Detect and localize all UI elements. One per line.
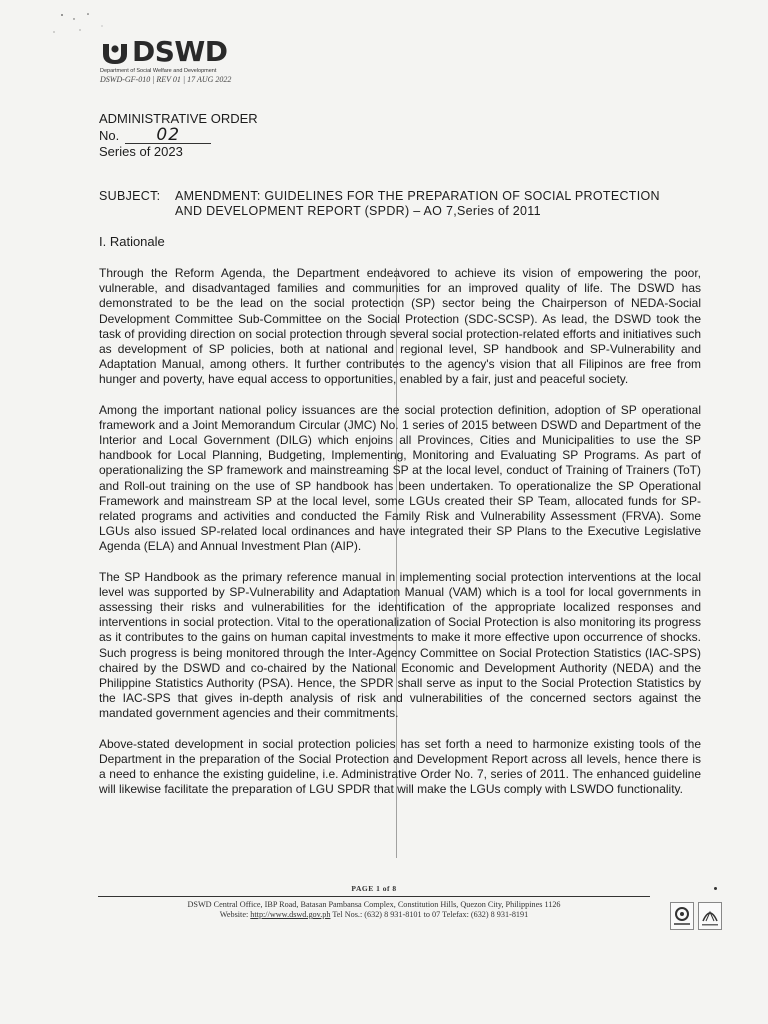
paragraph-3: The SP Handbook as the primary reference manual in implementing social protection interventions at the local level was supported by SP-Vulnerability and Adaptation Manual (VAM) which is a tool for local governments in assessing their risks and vulnerabilities for the identification of the appropriate localized responses and interventions in social protection. Vital to the operationalization of Social Protection is also monitoring its progress as it contributes to the gains on human capital investments to make it more effective upon occurrence of shocks. Such progress is being monitored through the Inter-Agency Committee on Social Protection Statistics (IAC-SPS) chaired by the DSWD and co-chaired by the National Economic and Development Authority (NEDA) and the Philippine Statistics Authority (PSA). Hence, the SPDR shall serve as input to the Social Protection Statistics by the IAC-SPS that gives in-depth analysis of risk and vulnerabilities of the concerned sectors against the mandated government agencies and their commitments. bbox=[99, 569, 701, 721]
footer-address: DSWD Central Office, IBP Road, Batasan Pambansa Complex, Constitution Hills, Quezon City, Philippines 1126 bbox=[187, 900, 561, 909]
rationale-body bbox=[99, 266, 701, 813]
paragraph-2: Among the important national policy issuances are the social protection definition, adoption of SP operational framework and a Joint Memorandum Circular (JMC) No. 1 series of 2015 between DSWD and Department of the Interior and Local Government (DILG) which enjoins all Provinces, Cities and Municipalities to use the SP handbook for Local Planning, Budgeting, Implementing, Monitoring and Evaluating SP Programs. As part of operationalizing the SP framework and mainstreaming SP at the local level, conduct of Training of Trainers (ToT) and Roll-out training on the use of SP handbook has been undertaken. To operationalize the SP Operational Framework and mainstream SP at the local level, some LGUs created their SP Team, allocated funds for SP-related programs and activities and conducted the Family Risk and Vulnerability Assessment (FRVA). Some LGUs also issued SP-related local ordinances and have integrated their SP Plans to the Executive Legislative Agenda (ELA) and Annual Investment Plan (AIP). bbox=[99, 402, 701, 554]
dswd-logo bbox=[100, 35, 300, 84]
footer-divider bbox=[98, 896, 650, 897]
order-number-row bbox=[99, 127, 258, 144]
form-code: DSWD-GF-010 | REV 01 | 17 AUG 2022 bbox=[100, 75, 232, 84]
subject-block bbox=[99, 189, 709, 219]
scan-specks bbox=[40, 10, 120, 40]
order-series: Series of 2023 bbox=[99, 144, 183, 159]
section-heading-rationale: I. Rationale bbox=[99, 234, 165, 249]
certification-logos bbox=[670, 902, 722, 930]
logo-wordmark: DSWD bbox=[132, 35, 228, 68]
order-block bbox=[99, 111, 258, 160]
order-number-label: No. bbox=[99, 128, 120, 143]
accreditation-icon bbox=[698, 902, 722, 930]
paragraph-4: Above-stated development in social protection policies has set forth a need to harmonize existing tools of the Department in the preparation of the Social Protection and Development Report across all levels, hence there is a need to enhance the existing guideline, i.e. Administrative Order No. 7, series of 2011. The enhanced guideline will likewise facilitate the preparation of LGU SPDR that will make the LGUs comply with LSWDO functionality. bbox=[99, 736, 701, 797]
subject-line-2: AND DEVELOPMENT REPORT (SPDR) – AO 7,Series of 2011 bbox=[175, 204, 541, 218]
department-name: Department of Social Welfare and Development bbox=[100, 68, 217, 74]
scan-dot bbox=[714, 887, 717, 890]
order-number-value: 02 bbox=[125, 127, 211, 144]
dswd-emblem-icon bbox=[100, 40, 130, 64]
website-label: Website: bbox=[219, 910, 249, 919]
footer-phone: Tel Nos.: (632) 8 931-8101 to 07 Telefax: (632) 8 931-8191 bbox=[332, 910, 529, 919]
subject-label: SUBJECT: bbox=[99, 189, 161, 203]
iso-certification-icon bbox=[670, 902, 694, 930]
page-number: PAGE 1 of 8 bbox=[351, 884, 397, 893]
order-title: ADMINISTRATIVE ORDER bbox=[99, 111, 258, 126]
website-link[interactable]: http://www.dswd.gov.ph bbox=[250, 910, 331, 919]
page-footer bbox=[98, 884, 650, 920]
footer-contacts bbox=[98, 910, 650, 920]
scan-fold-line bbox=[396, 268, 397, 858]
subject-line-1: AMENDMENT: GUIDELINES FOR THE PREPARATION OF SOCIAL PROTECTION bbox=[175, 189, 660, 203]
paragraph-1: Through the Reform Agenda, the Department endeavored to achieve its vision of empowering the poor, vulnerable, and disadvantaged families and communities for an improved quality of life. The DSWD has demonstrated to be the lead on the social protection (SP) sector being the Chairperson of NEDA-Social Development Committee Sub-Committee on the Social Protection (SDC-SCSP). As lead, the DSWD took the task of providing direction on social protection through several social protection-related efforts and initiatives such as development of SP policies, both at national and regional level, SP handbook and SP-Vulnerability and Adaptation Manual, among others. It further contributes to the agency's vision that all Filipinos are free from hunger and poverty, have equal access to opportunities, enabled by a fair, just and peaceful society. bbox=[99, 266, 701, 387]
